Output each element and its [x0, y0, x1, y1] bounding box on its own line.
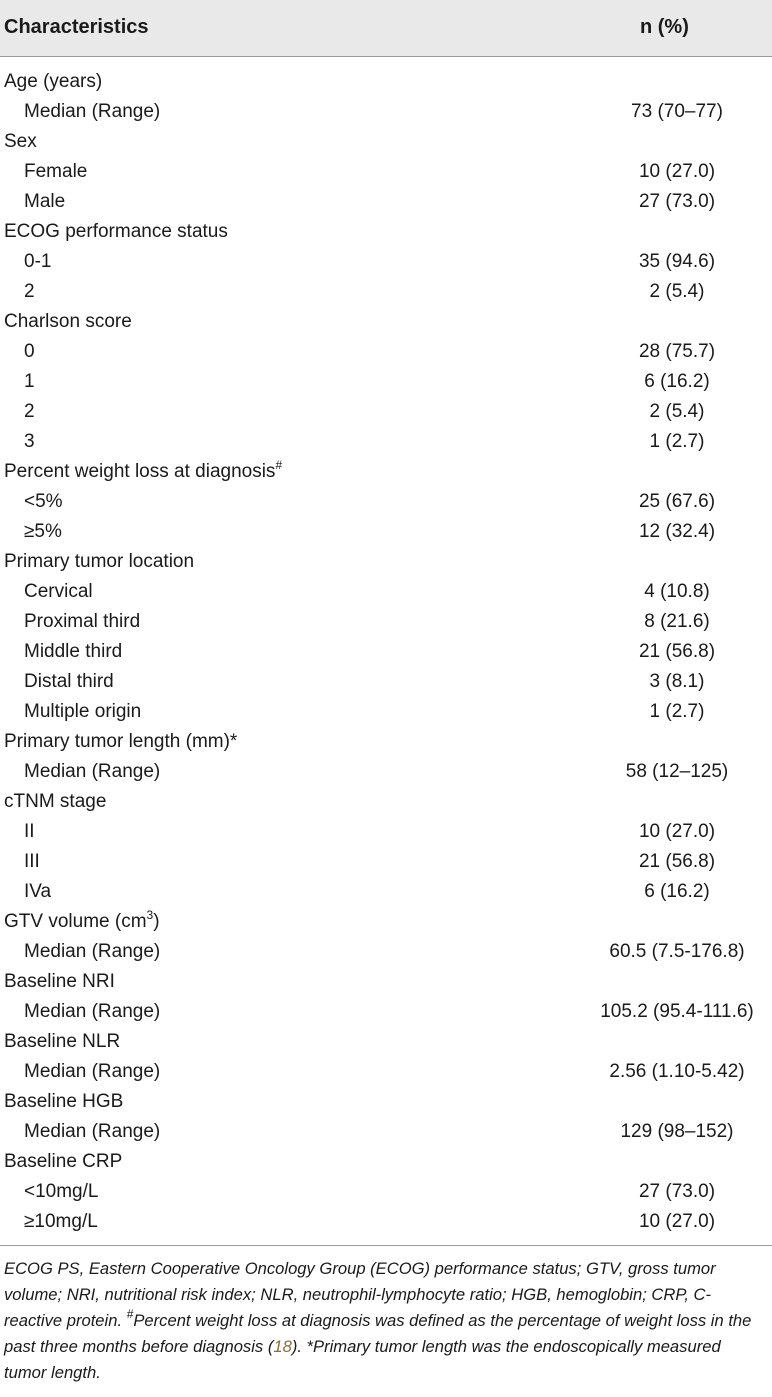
- row-value: 105.2 (95.4-111.6): [600, 1001, 754, 1022]
- row-label: [24, 337, 35, 367]
- row-label: [4, 307, 132, 337]
- row-value: 25 (67.6): [638, 491, 716, 512]
- row-label: [24, 517, 62, 547]
- row-label-text: IVa: [24, 881, 52, 902]
- table-row: [0, 547, 772, 577]
- row-label: [4, 1147, 122, 1177]
- footnote-abbreviations: ECOG PS, Eastern Cooperative Oncology Group (ECOG) performance status; GTV, gross tumor volume; NRI, nutritional risk index; NLR, neutrophil-lymphocyte ratio; HGB, hemoglobin; CRP, C-reactive protein.: [4, 1259, 716, 1330]
- row-label-text: Median (Range): [24, 941, 161, 962]
- row-label: [24, 487, 63, 517]
- table-row: [0, 397, 772, 427]
- row-label-superscript: 3: [146, 908, 154, 922]
- row-label: [4, 67, 102, 97]
- row-label: [24, 1177, 98, 1207]
- table-row: [0, 1207, 772, 1237]
- row-label-text: 2: [24, 401, 35, 422]
- table-row: [0, 277, 772, 307]
- table-header: [0, 0, 772, 57]
- row-label-text: Percent weight loss at diagnosis: [4, 461, 276, 482]
- table-row: [0, 157, 772, 187]
- row-value: 10 (27.0): [638, 1211, 716, 1232]
- row-value: 12 (32.4): [638, 521, 716, 542]
- table-row: [0, 937, 772, 967]
- row-label: [24, 367, 35, 397]
- row-value: 6 (16.2): [644, 371, 710, 392]
- row-label-text: III: [24, 851, 40, 872]
- row-value: 1 (2.7): [649, 431, 705, 452]
- row-label-text: 0-1: [24, 251, 52, 272]
- row-label-text: ≥5%: [24, 521, 62, 542]
- row-label-text: Median (Range): [24, 1061, 161, 1082]
- table-row: [0, 697, 772, 727]
- row-value: 6 (16.2): [644, 881, 710, 902]
- row-value: 27 (73.0): [638, 191, 716, 212]
- row-value: 21 (56.8): [638, 641, 716, 662]
- table-row: [0, 427, 772, 457]
- table-row: [0, 967, 772, 997]
- row-label: [24, 997, 160, 1027]
- table-row: [0, 727, 772, 757]
- row-label-text: Proximal third: [24, 611, 141, 632]
- row-label-text: Distal third: [24, 671, 114, 692]
- footnote-reference-link[interactable]: 18: [273, 1337, 292, 1356]
- table-row: [0, 1057, 772, 1087]
- row-label: [24, 877, 51, 907]
- table-row: [0, 817, 772, 847]
- row-value: 10 (27.0): [638, 161, 716, 182]
- row-label: [24, 97, 160, 127]
- row-value: 3 (8.1): [649, 671, 705, 692]
- table-row: [0, 757, 772, 787]
- table-row: [0, 667, 772, 697]
- table-row: [0, 127, 772, 157]
- row-label: [4, 1027, 120, 1057]
- table-row: [0, 607, 772, 637]
- row-label-text: Multiple origin: [24, 701, 142, 722]
- table-row: [0, 247, 772, 277]
- row-label: [24, 667, 114, 697]
- row-value: 8 (21.6): [644, 611, 710, 632]
- row-value: 1 (2.7): [649, 701, 705, 722]
- row-label: [4, 787, 106, 817]
- row-label-text: II: [24, 821, 35, 842]
- table-row: [0, 487, 772, 517]
- row-label-text: 2: [24, 281, 35, 302]
- row-value: 35 (94.6): [638, 251, 716, 272]
- row-label-superscript: #: [275, 458, 283, 472]
- row-label: [24, 817, 35, 847]
- footnote-hash-mark: #: [126, 1307, 134, 1321]
- footnote-tumor-length-text: ). *Primary tumor length was the endoscopically measured tumor length.: [4, 1337, 721, 1382]
- table-row: [0, 907, 772, 937]
- row-label-text: Baseline CRP: [4, 1151, 123, 1172]
- row-label-text: Female: [24, 161, 88, 182]
- row-label: [24, 1057, 160, 1087]
- table-row: [0, 1117, 772, 1147]
- table-row: [0, 1177, 772, 1207]
- table-row: [0, 637, 772, 667]
- row-label: [24, 697, 141, 727]
- table-row: [0, 517, 772, 547]
- row-label-text: 0: [24, 341, 35, 362]
- table-footnote: [0, 1246, 772, 1386]
- row-label: [4, 217, 228, 247]
- row-label: [24, 637, 122, 667]
- row-label: [24, 157, 87, 187]
- row-label-text: <5%: [24, 491, 63, 512]
- row-label-text: Median (Range): [24, 101, 161, 122]
- row-label-text: Median (Range): [24, 1121, 161, 1142]
- table-row: [0, 877, 772, 907]
- row-label: [24, 427, 35, 457]
- row-label-text: Median (Range): [24, 761, 161, 782]
- row-value: 2 (5.4): [649, 401, 705, 422]
- row-label-text: Median (Range): [24, 1001, 161, 1022]
- row-label-text: ECOG performance status: [4, 221, 228, 242]
- table-row: [0, 577, 772, 607]
- row-label: [24, 247, 51, 277]
- row-label-text: Age (years): [4, 71, 103, 92]
- row-label: [24, 187, 65, 217]
- row-label: [24, 577, 93, 607]
- row-value: 4 (10.8): [644, 581, 710, 602]
- row-label-text: Cervical: [24, 581, 93, 602]
- row-label: [24, 847, 40, 877]
- row-value: 27 (73.0): [638, 1181, 716, 1202]
- row-label: [4, 1087, 123, 1117]
- row-value: 2 (5.4): [649, 281, 705, 302]
- row-label-text: 3: [24, 431, 35, 452]
- table-row: [0, 187, 772, 217]
- row-label-text: Male: [24, 191, 66, 212]
- row-value: 21 (56.8): [638, 851, 716, 872]
- row-value: 58 (12–125): [625, 761, 729, 782]
- table-row: [0, 337, 772, 367]
- table-row: [0, 97, 772, 127]
- row-label: [4, 547, 194, 577]
- row-label-text: Middle third: [24, 641, 123, 662]
- table-row: [0, 307, 772, 337]
- row-label: [24, 1207, 98, 1237]
- row-label-text: Primary tumor length (mm)*: [4, 731, 238, 752]
- row-label: [24, 277, 35, 307]
- row-label-text: 1: [24, 371, 35, 392]
- row-value: 73 (70–77): [631, 101, 723, 122]
- row-label: [4, 457, 282, 487]
- table-row: [0, 1087, 772, 1117]
- header-n-percent: n (%): [640, 16, 689, 38]
- table-row: [0, 217, 772, 247]
- row-label: [24, 397, 35, 427]
- row-label-text: Baseline NLR: [4, 1031, 121, 1052]
- row-label-text: Primary tumor location: [4, 551, 195, 572]
- table-row: [0, 787, 772, 817]
- row-label-text: Baseline HGB: [4, 1091, 124, 1112]
- row-label: [4, 907, 160, 937]
- row-label: [24, 1117, 160, 1147]
- row-label: [4, 127, 37, 157]
- row-label: [24, 757, 160, 787]
- row-label-text: Charlson score: [4, 311, 132, 332]
- footnote-weight-loss-text: Percent weight loss at diagnosis was defined as the percentage of weight loss in the past three months before diagnosis (: [4, 1311, 752, 1356]
- row-label-text: <10mg/L: [24, 1181, 99, 1202]
- header-characteristics: Characteristics: [4, 16, 149, 38]
- row-value: 60.5 (7.5-176.8): [609, 941, 745, 962]
- row-label: [4, 727, 237, 757]
- table-row: [0, 997, 772, 1027]
- row-label-text: ≥10mg/L: [24, 1211, 98, 1232]
- table-row: [0, 1147, 772, 1177]
- table-row: [0, 367, 772, 397]
- row-label: [4, 967, 115, 997]
- row-label-text: cTNM stage: [4, 791, 107, 812]
- table-row: [0, 457, 772, 487]
- row-label-text: Baseline NRI: [4, 971, 115, 992]
- row-label-suffix: ): [153, 911, 160, 932]
- row-label: [24, 607, 140, 637]
- row-value: 2.56 (1.10-5.42): [609, 1061, 745, 1082]
- table-row: [0, 847, 772, 877]
- row-label-text: GTV volume (cm: [4, 911, 147, 932]
- row-label: [24, 937, 160, 967]
- row-value: 28 (75.7): [638, 341, 716, 362]
- table-row: [0, 1027, 772, 1057]
- table-body: [0, 57, 772, 1237]
- row-value: 129 (98–152): [620, 1121, 734, 1142]
- row-value: 10 (27.0): [638, 821, 716, 842]
- row-label-text: Sex: [4, 131, 37, 152]
- table-row: [0, 67, 772, 97]
